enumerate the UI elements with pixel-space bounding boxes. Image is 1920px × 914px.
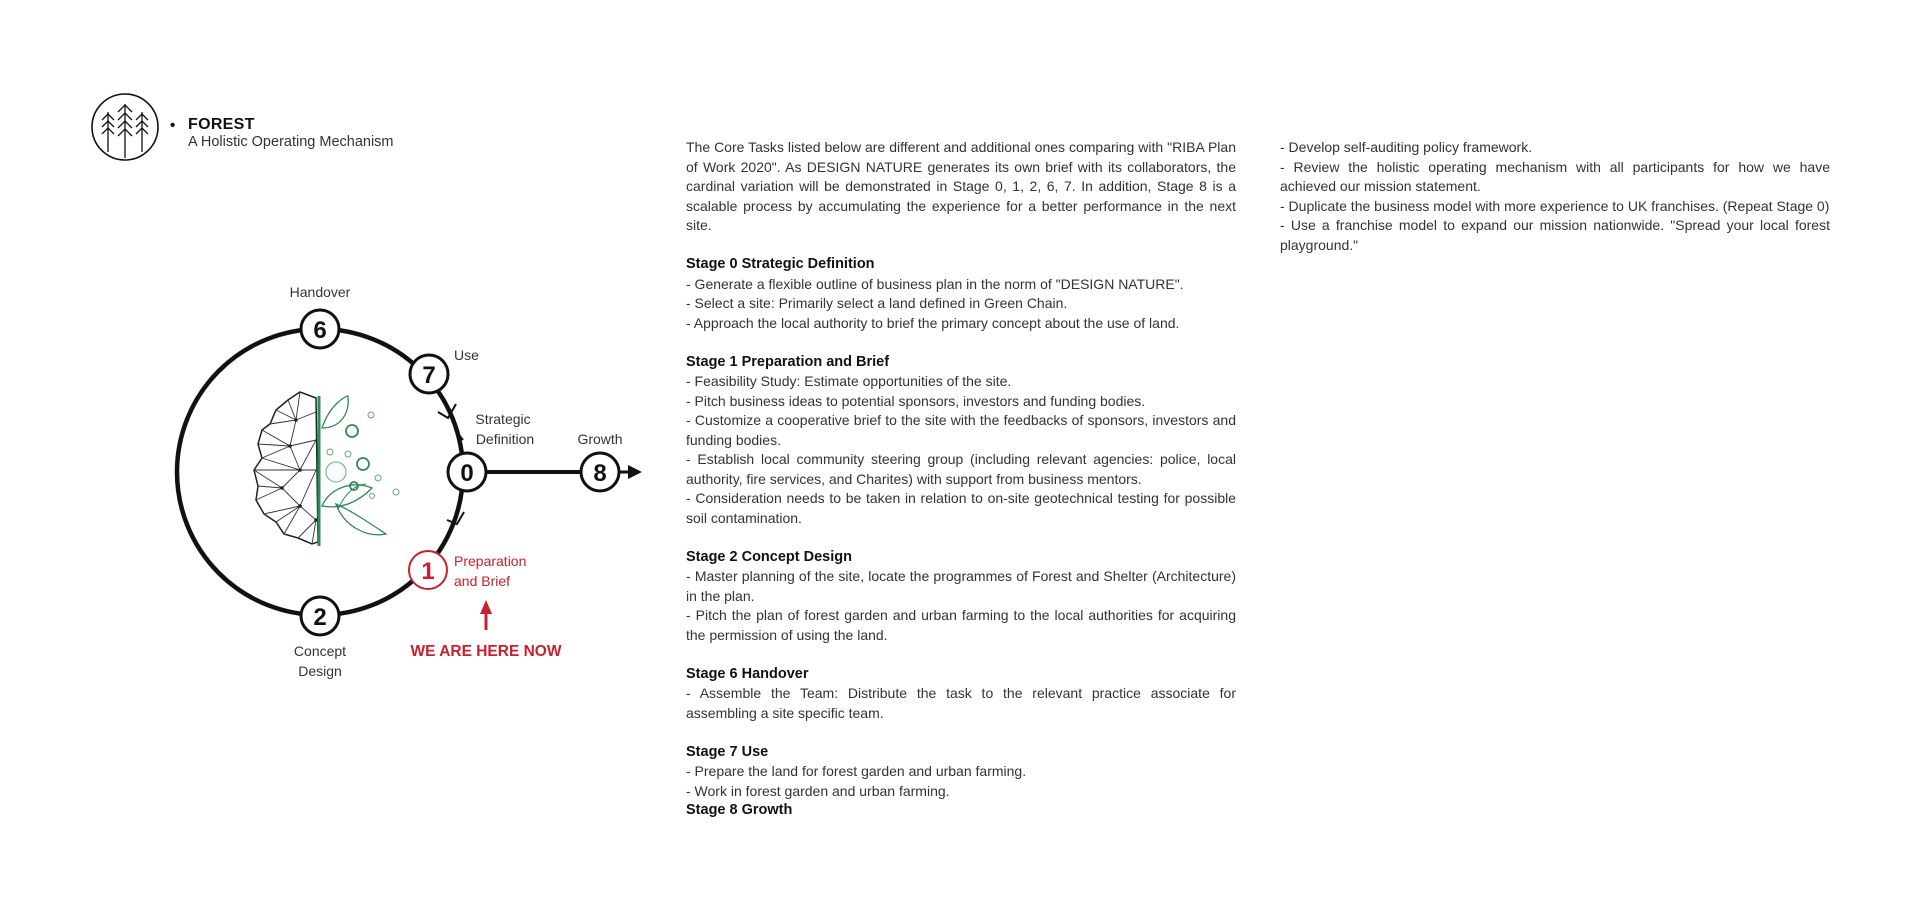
stage-label-line1: Preparation: [454, 553, 527, 569]
core-tasks-column-1: [686, 138, 1236, 821]
stage-task: - Prepare the land for forest garden and urban farming.: [686, 763, 1027, 779]
stage-section-6: [686, 665, 1236, 724]
stage-node-1: [409, 551, 526, 589]
stage-title: Stage 8 Growth: [686, 802, 793, 818]
stage-label: Handover: [289, 284, 351, 300]
stage-title: Stage 1 Preparation and Brief: [686, 353, 890, 370]
growth-arrow-icon: [628, 465, 642, 479]
stage-number: 6: [313, 317, 327, 344]
stage-section-2: [686, 548, 1236, 646]
bullet-icon: •: [170, 117, 176, 134]
stage-label: Growth: [577, 431, 623, 447]
leaf-icon: [336, 504, 386, 535]
stage-task: - Use a franchise model to expand our mission nationwide. "Spread your local forest playground.": [1280, 217, 1830, 253]
stage-number: 0: [460, 460, 474, 487]
stage-section-7: [686, 743, 1236, 802]
stage-label-line1: Concept: [293, 643, 347, 659]
stage-label-line2: and Brief: [454, 573, 511, 589]
stage-number: 2: [313, 604, 327, 631]
stage-number: 1: [421, 558, 435, 585]
stage-task: - Establish local community steering group (including relevant agencies: police, local authority, fire services, and Charites) with support from business mentors.: [686, 451, 1236, 487]
stage-task: - Pitch the plan of forest garden and urban farming to the local authorities for acquiring the permission of using the land.: [686, 607, 1236, 643]
stage-task: - Duplicate the business model with more experience to UK franchises. (Repeat Stage 0): [1280, 197, 1830, 214]
stage-task: - Feasibility Study: Estimate opportunities of the site.: [686, 373, 1012, 389]
stage-number: 8: [593, 460, 607, 487]
intro-paragraph: The Core Tasks listed below are different and additional ones comparing with "RIBA Plan of Work 2020". As DESIGN NATURE generates its own brief with its collaborators, the cardinal variation will be demonstrated in Stage 0, 1, 2, 6, 7. In addition, Stage 8 is a scalable process by accumulating the experience for a better performance in the next site.: [686, 139, 1236, 233]
stage-title: Stage 2 Concept Design: [686, 548, 852, 565]
stage-task: - Assemble the Team: Distribute the task to the relevant practice associate for assembling a site specific team.: [686, 685, 1236, 721]
stage-task: - Select a site: Primarily select a land defined in Green Chain.: [686, 295, 1068, 311]
stage-title: Stage 0 Strategic Definition: [686, 256, 875, 272]
brain-leaf-illustration: [254, 392, 399, 546]
stage-task: - Generate a flexible outline of business plan in the norm of "DESIGN NATURE".: [686, 275, 1184, 292]
stage-label: Use: [454, 347, 479, 363]
current-stage-arrow-icon: [480, 600, 492, 614]
stage-number: 7: [422, 362, 436, 389]
stage-node-7: [410, 347, 479, 393]
stage-task: - Master planning of the site, locate the programmes of Forest and Shelter (Architecture) in the plan.: [686, 568, 1236, 604]
stage-task: - Consideration needs to be taken in relation to on-site geotechnical testing for possible soil contamination.: [686, 490, 1236, 526]
stage-node-2: [294, 597, 346, 679]
leaf-icon: [322, 396, 348, 428]
stage-title: Stage 6 Handover: [686, 665, 809, 682]
stage-cycle-diagram: [0, 0, 660, 914]
stage-task: - Approach the local authority to brief the primary concept about the use of land.: [686, 314, 1180, 331]
stage-task: - Develop self-auditing policy framework.: [1280, 139, 1533, 155]
stage-title: Stage 7 Use: [686, 743, 769, 760]
stage-label-line2: Definition: [475, 431, 535, 447]
stage-task: - Customize a cooperative brief to the site with the feedbacks of sponsors, investors and funding bodies.: [686, 412, 1236, 448]
stage-task: - Work in forest garden and urban farming.: [686, 782, 950, 799]
stage-node-8: [577, 431, 622, 491]
stage-label-line1: Strategic: [475, 411, 531, 427]
stage-section-0: [686, 255, 1236, 333]
current-stage-note: WE ARE HERE NOW: [410, 643, 562, 660]
stage-section-1: [686, 353, 1236, 529]
stage-label-line2: Design: [298, 663, 342, 679]
stage-node-6: [290, 284, 351, 348]
stage-task: - Pitch business ideas to potential sponsors, investors and funding bodies.: [686, 392, 1146, 409]
leaf-icon: [322, 485, 372, 507]
page-title: FOREST: [188, 116, 255, 133]
page-subtitle: A Holistic Operating Mechanism: [188, 134, 394, 150]
stage-task: - Review the holistic operating mechanism with all participants for how we have achieved our mission statement.: [1280, 158, 1830, 194]
core-tasks-column-2: [1280, 138, 1830, 255]
